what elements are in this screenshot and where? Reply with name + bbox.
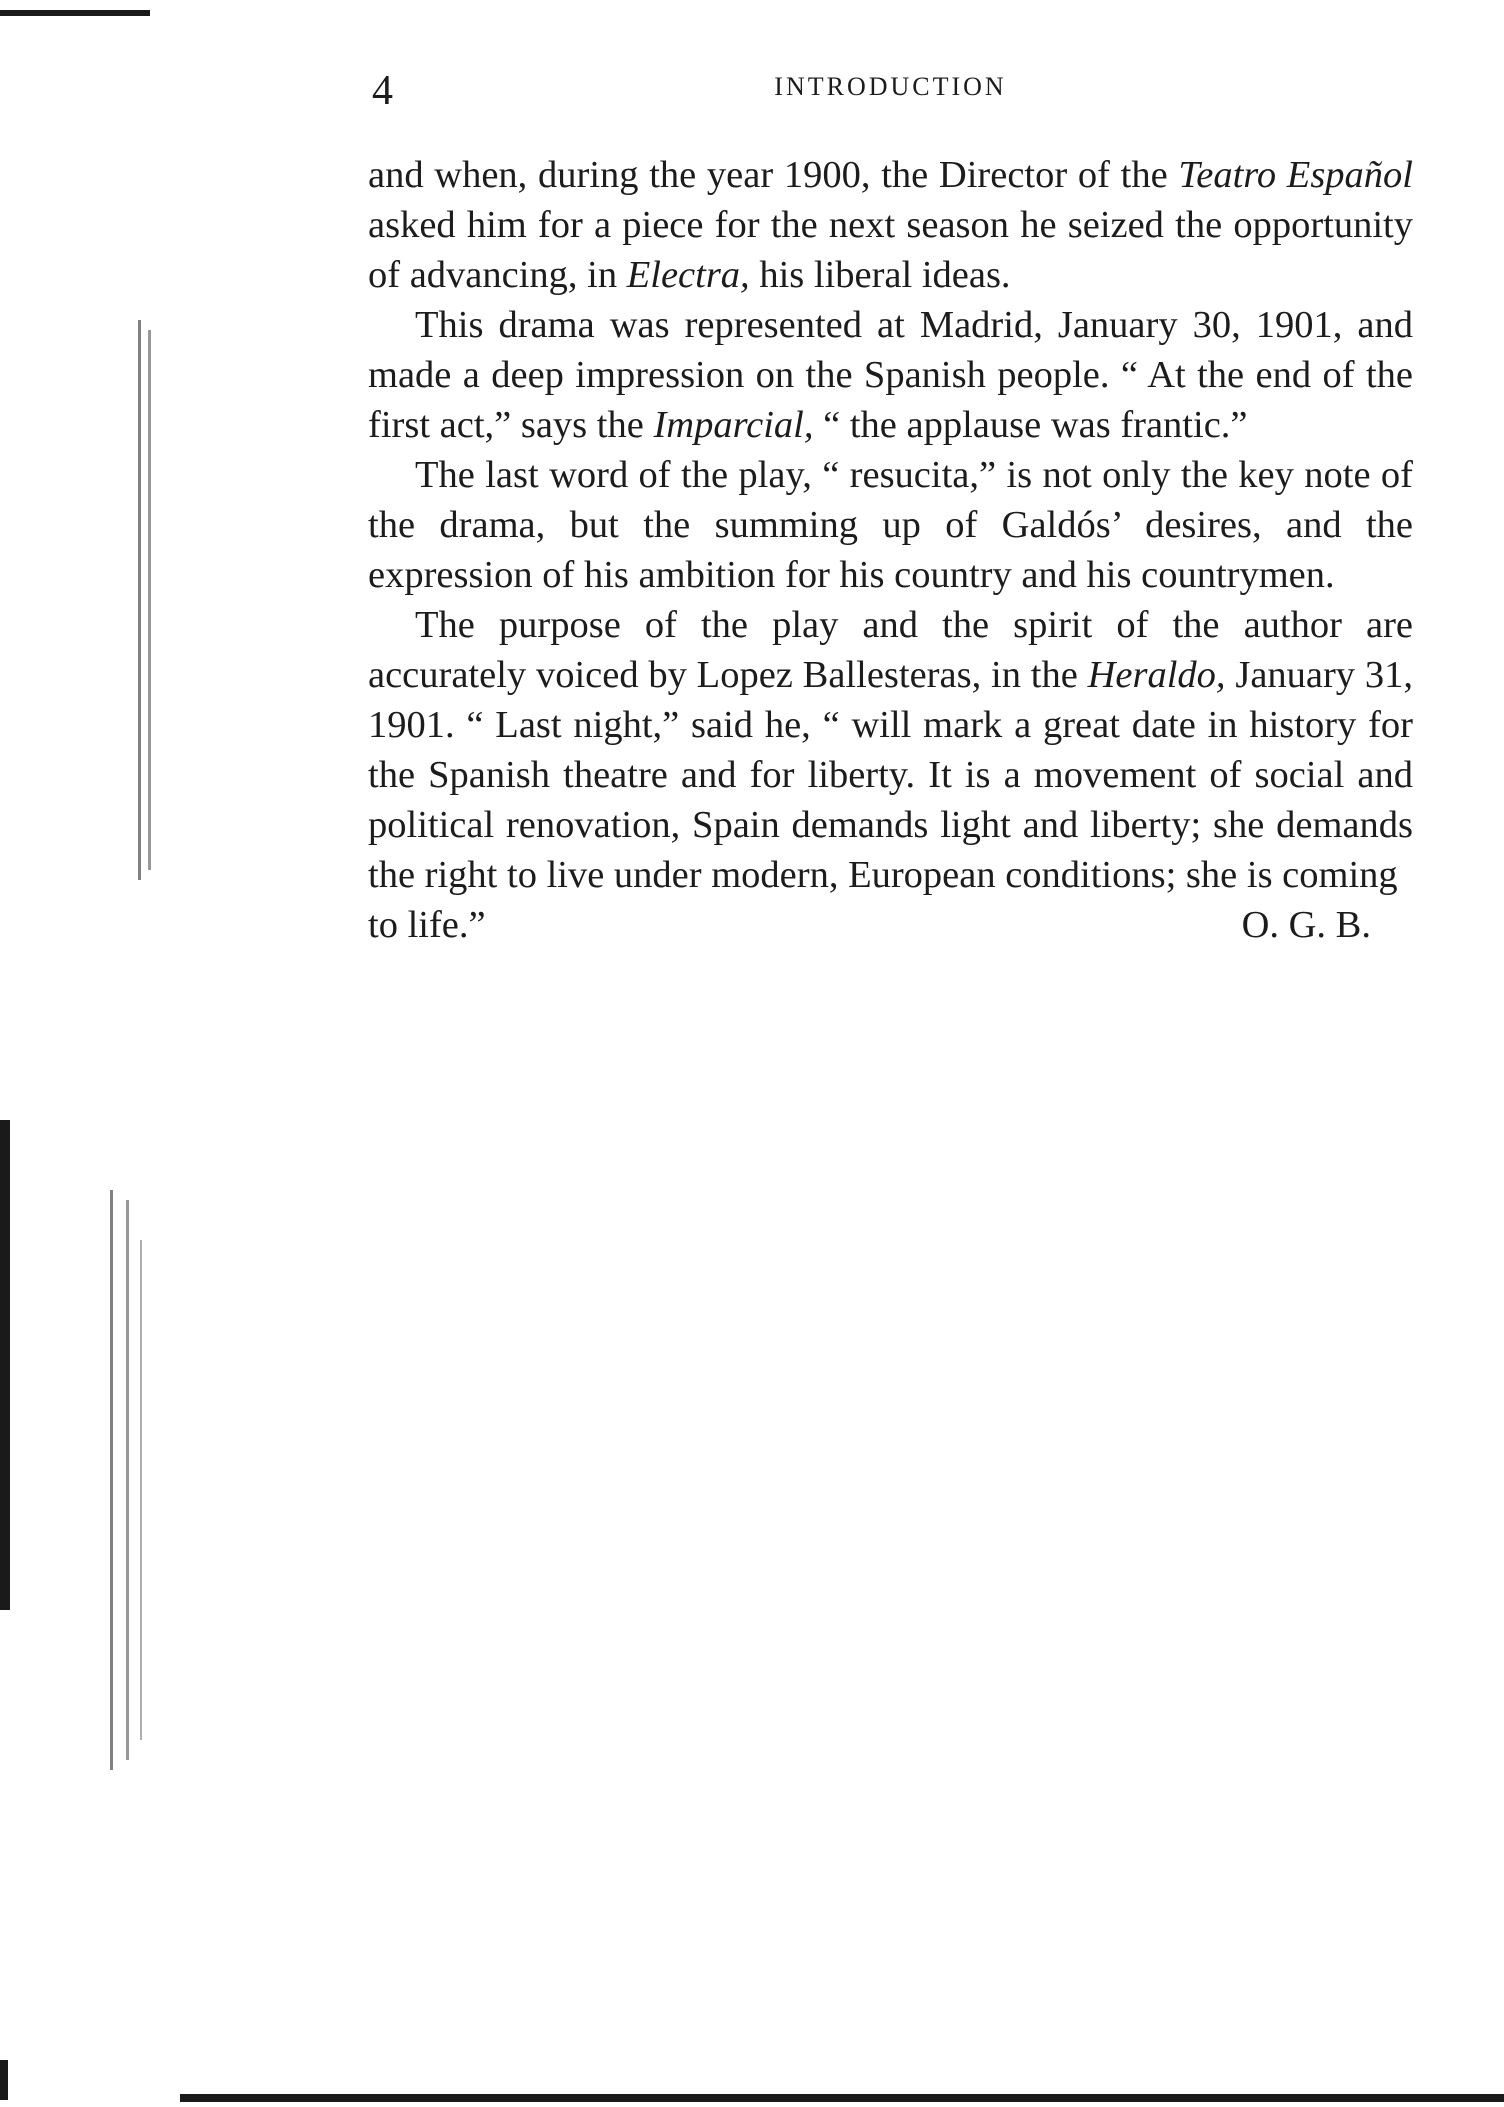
body-text	[368, 150, 1413, 950]
running-head: INTRODUCTION	[774, 72, 1007, 101]
paragraph-2-run-1: This drama was represented at Madrid, January 30, 1901, and made a deep impression on the Spanish people. “ At the end of the first act,” says the	[368, 304, 1413, 446]
paragraph-4-run-1: The purpose of the play and the spirit of the author are accurately voiced by Lopez Ballesteras, in the	[368, 604, 1413, 696]
scan-edge-left-rule-4	[126, 1200, 129, 1760]
paragraph-2-run-3: “ the applause was frantic.”	[813, 404, 1248, 446]
scan-edge-left-rule-3	[110, 1190, 113, 1770]
paragraph-4-run-2-italic: Heraldo,	[1087, 654, 1226, 696]
scan-edge-bottom-left-mark	[0, 2060, 8, 2100]
paragraph-1-run-3: asked him for a piece for the next season he seized the opportunity of advancing, in	[368, 204, 1413, 296]
paragraph-1-run-1: and when, during the year 1900, the Director of the	[368, 154, 1179, 196]
scan-edge-left-bar	[0, 1120, 10, 1610]
closing-text: to life.”	[368, 904, 486, 946]
scan-edge-bottom-bar	[180, 2094, 1504, 2102]
page-number: 4	[372, 68, 393, 114]
scan-edge-left-rule-5	[140, 1240, 142, 1740]
paragraph-1-run-2-italic: Teatro Español	[1178, 154, 1413, 196]
author-initials: O. G. B.	[1241, 904, 1371, 946]
paragraph-4	[368, 600, 1413, 900]
paragraph-1-run-4-italic: Electra,	[626, 254, 750, 296]
paragraph-1	[368, 150, 1413, 300]
page-header	[368, 64, 1413, 120]
scan-edge-left-rule-1	[138, 320, 141, 880]
closing-line	[368, 900, 1413, 950]
paragraph-1-run-5: his liberal ideas.	[749, 254, 1011, 296]
paragraph-2	[368, 300, 1413, 450]
paragraph-3	[368, 450, 1413, 600]
scan-edge-left-rule-2	[148, 330, 151, 870]
scan-edge-top-left	[0, 10, 150, 16]
paragraph-3-run-1: The last word of the play, “ resucita,” is not only the key note of the drama, but the summing up of Galdós’ desires, and the expression of his ambition for his country and his countrymen.	[368, 454, 1413, 596]
paragraph-2-run-2-italic: Imparcial,	[653, 404, 814, 446]
paragraph-4-run-3: January 31, 1901. “ Last night,” said he, “ will mark a great date in history for the Spanish theatre and for liberty. It is a movement of social and political renovation, Spain demands light and liberty; she demands the right to live under modern, European conditions; she is coming	[368, 654, 1413, 896]
